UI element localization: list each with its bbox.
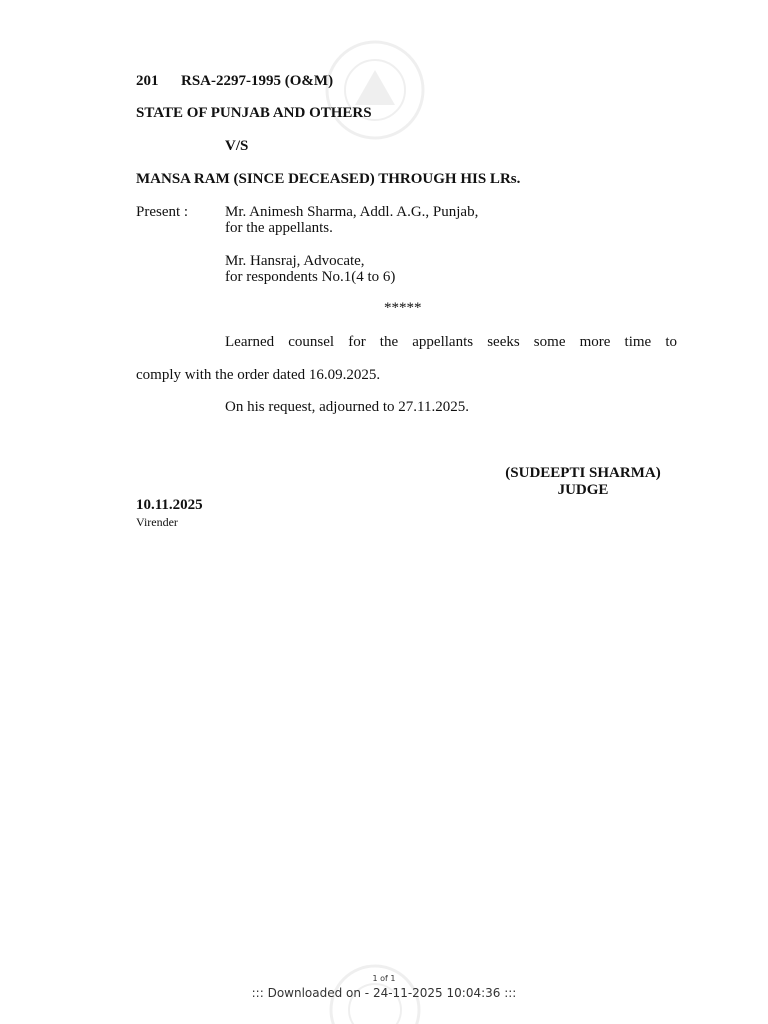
- judge-name: (SUDEEPTI SHARMA): [505, 465, 661, 481]
- order-paragraph-1-line-2: comply with the order dated 16.09.2025.: [136, 367, 381, 383]
- respondent-counsel-role: for respondents No.1(4 to 6): [225, 269, 396, 285]
- order-date: 10.11.2025: [136, 497, 203, 513]
- page-count: 1 of 1: [372, 974, 396, 983]
- judge-title: JUDGE: [557, 482, 609, 498]
- appellant-counsel-name: Mr. Animesh Sharma, Addl. A.G., Punjab,: [225, 204, 479, 220]
- versus-label: V/S: [225, 138, 249, 154]
- order-paragraph-1-line-1: Learned counsel for the appellants seeks some more time to: [225, 334, 677, 350]
- clerk-name: Virender: [136, 515, 178, 529]
- appellant-counsel-role: for the appellants.: [225, 220, 333, 236]
- appellant-name: STATE OF PUNJAB AND OTHERS: [136, 105, 372, 121]
- respondent-name: MANSA RAM (SINCE DECEASED) THROUGH HIS LRs.: [136, 171, 521, 187]
- order-paragraph-2: On his request, adjourned to 27.11.2025.: [225, 399, 469, 415]
- item-number: 201: [136, 73, 159, 89]
- respondent-counsel-name: Mr. Hansraj, Advocate,: [225, 253, 365, 269]
- case-number: RSA-2297-1995 (O&M): [181, 73, 334, 89]
- download-stamp: ::: Downloaded on - 24-11-2025 10:04:36 :::: [251, 986, 517, 1000]
- present-label: Present :: [136, 204, 189, 220]
- separator-stars: *****: [384, 300, 422, 316]
